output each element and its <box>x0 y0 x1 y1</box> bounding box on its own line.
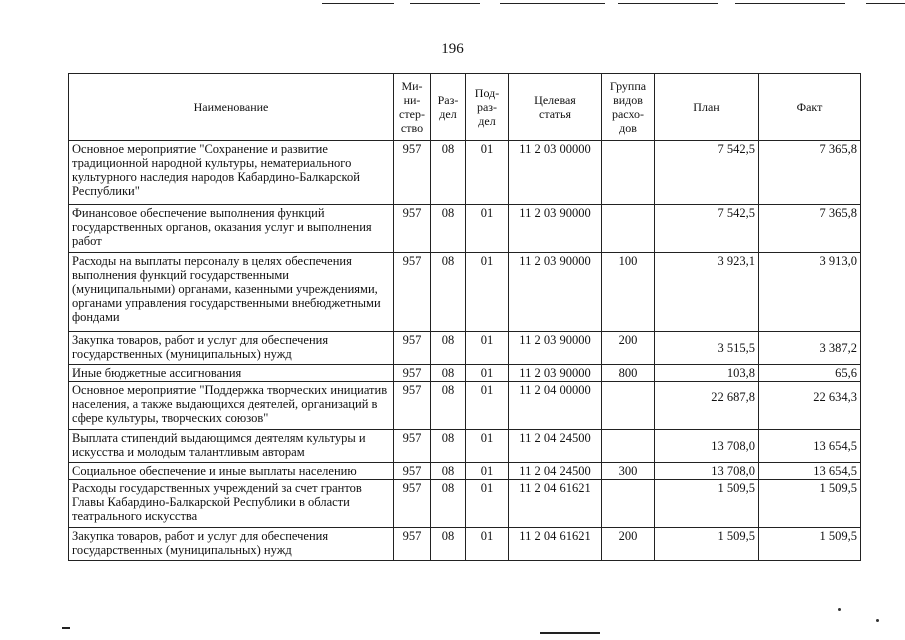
row-name: Расходы государственных учреждений за счет грантов Главы Кабардино-Балкарской Республики в области театрального искусства <box>69 480 394 528</box>
row-plan: 13 708,0 <box>655 463 759 480</box>
header-row <box>69 74 861 141</box>
row-group <box>602 205 655 253</box>
row-fact: 7 365,8 <box>759 141 861 205</box>
row-subsection: 01 <box>466 463 509 480</box>
row-ministry: 957 <box>394 480 431 528</box>
row-name: Выплата стипендий выдающимся деятелям культуры и искусства и молодым талантливым авторам <box>69 430 394 463</box>
row-subsection: 01 <box>466 141 509 205</box>
row-group <box>602 382 655 430</box>
row-name: Закупка товаров, работ и услуг для обеспечения государственных (муниципальных) нужд <box>69 528 394 561</box>
row-fact: 1 509,5 <box>759 528 861 561</box>
row-target: 11 2 04 61621 <box>509 528 602 561</box>
top-edge-marks <box>0 0 905 8</box>
row-group <box>602 430 655 463</box>
row-fact: 7 365,8 <box>759 205 861 253</box>
row-plan: 13 708,0 <box>655 430 759 463</box>
row-plan: 7 542,5 <box>655 141 759 205</box>
header-name: Наименование <box>69 74 394 141</box>
row-plan: 3 923,1 <box>655 253 759 332</box>
row-subsection: 01 <box>466 430 509 463</box>
row-target: 11 2 03 90000 <box>509 365 602 382</box>
row-section: 08 <box>431 141 466 205</box>
row-name: Иные бюджетные ассигнования <box>69 365 394 382</box>
row-subsection: 01 <box>466 205 509 253</box>
row-name: Основное мероприятие "Поддержка творческих инициатив населения, а также выдающихся деятелей, организаций в сфере культуры, творческих союзов" <box>69 382 394 430</box>
row-ministry: 957 <box>394 382 431 430</box>
row-plan: 22 687,8 <box>655 382 759 430</box>
page-number: 196 <box>441 41 464 57</box>
scan-speck <box>838 608 841 611</box>
table-row <box>69 141 861 205</box>
table-row <box>69 480 861 528</box>
row-group: 200 <box>602 332 655 365</box>
row-ministry: 957 <box>394 332 431 365</box>
row-subsection: 01 <box>466 480 509 528</box>
scan-speck <box>876 619 879 622</box>
row-subsection: 01 <box>466 528 509 561</box>
row-group: 800 <box>602 365 655 382</box>
row-section: 08 <box>431 205 466 253</box>
row-target: 11 2 04 61621 <box>509 480 602 528</box>
header-plan: План <box>655 74 759 141</box>
row-section: 08 <box>431 430 466 463</box>
row-fact: 1 509,5 <box>759 480 861 528</box>
table-row <box>69 253 861 332</box>
row-ministry: 957 <box>394 253 431 332</box>
row-name: Закупка товаров, работ и услуг для обеспечения государственных (муниципальных) нужд <box>69 332 394 365</box>
row-name: Социальное обеспечение и иные выплаты населению <box>69 463 394 480</box>
header-expense-group: Группа видов расхо- дов <box>602 74 655 141</box>
row-fact: 3 387,2 <box>759 332 861 365</box>
row-subsection: 01 <box>466 382 509 430</box>
row-section: 08 <box>431 365 466 382</box>
table-row <box>69 382 861 430</box>
row-target: 11 2 04 24500 <box>509 430 602 463</box>
row-section: 08 <box>431 463 466 480</box>
header-subsection: Под- раз- дел <box>466 74 509 141</box>
header-ministry: Ми- ни- стер- ство <box>394 74 431 141</box>
table-row <box>69 332 861 365</box>
scan-mark <box>540 632 600 634</box>
table-row <box>69 430 861 463</box>
row-section: 08 <box>431 528 466 561</box>
row-name: Основное мероприятие "Сохранение и развитие традиционной народной культуры, нематериального культурного наследия народов Кабардино-Балкарской Республики" <box>69 141 394 205</box>
row-name: Расходы на выплаты персоналу в целях обеспечения выполнения функций государственными (муниципальными) органами, казенными учреждениями, органами управления государственными внебюджетными фондами <box>69 253 394 332</box>
row-subsection: 01 <box>466 332 509 365</box>
row-ministry: 957 <box>394 430 431 463</box>
row-plan: 103,8 <box>655 365 759 382</box>
header-fact: Факт <box>759 74 861 141</box>
row-ministry: 957 <box>394 365 431 382</box>
row-fact: 3 913,0 <box>759 253 861 332</box>
row-group <box>602 141 655 205</box>
row-group: 300 <box>602 463 655 480</box>
row-section: 08 <box>431 382 466 430</box>
row-section: 08 <box>431 480 466 528</box>
header-section: Раз- дел <box>431 74 466 141</box>
table-row <box>69 365 861 382</box>
row-section: 08 <box>431 332 466 365</box>
row-plan: 1 509,5 <box>655 528 759 561</box>
row-fact: 13 654,5 <box>759 463 861 480</box>
row-target: 11 2 03 90000 <box>509 205 602 253</box>
row-ministry: 957 <box>394 141 431 205</box>
row-ministry: 957 <box>394 205 431 253</box>
row-group <box>602 480 655 528</box>
header-target-article: Целевая статья <box>509 74 602 141</box>
table-row <box>69 528 861 561</box>
row-plan: 1 509,5 <box>655 480 759 528</box>
row-plan: 7 542,5 <box>655 205 759 253</box>
row-target: 11 2 03 90000 <box>509 253 602 332</box>
row-target: 11 2 04 24500 <box>509 463 602 480</box>
row-ministry: 957 <box>394 463 431 480</box>
row-section: 08 <box>431 253 466 332</box>
row-name: Финансовое обеспечение выполнения функций государственных органов, оказания услуг и выполнения работ <box>69 205 394 253</box>
row-fact: 22 634,3 <box>759 382 861 430</box>
row-subsection: 01 <box>466 365 509 382</box>
row-target: 11 2 04 00000 <box>509 382 602 430</box>
table-row <box>69 205 861 253</box>
row-group: 200 <box>602 528 655 561</box>
budget-table <box>68 73 861 561</box>
row-ministry: 957 <box>394 528 431 561</box>
row-fact: 13 654,5 <box>759 430 861 463</box>
row-group: 100 <box>602 253 655 332</box>
row-target: 11 2 03 90000 <box>509 332 602 365</box>
row-target: 11 2 03 00000 <box>509 141 602 205</box>
table-row <box>69 463 861 480</box>
row-fact: 65,6 <box>759 365 861 382</box>
row-subsection: 01 <box>466 253 509 332</box>
row-plan: 3 515,5 <box>655 332 759 365</box>
scan-mark <box>62 627 70 629</box>
